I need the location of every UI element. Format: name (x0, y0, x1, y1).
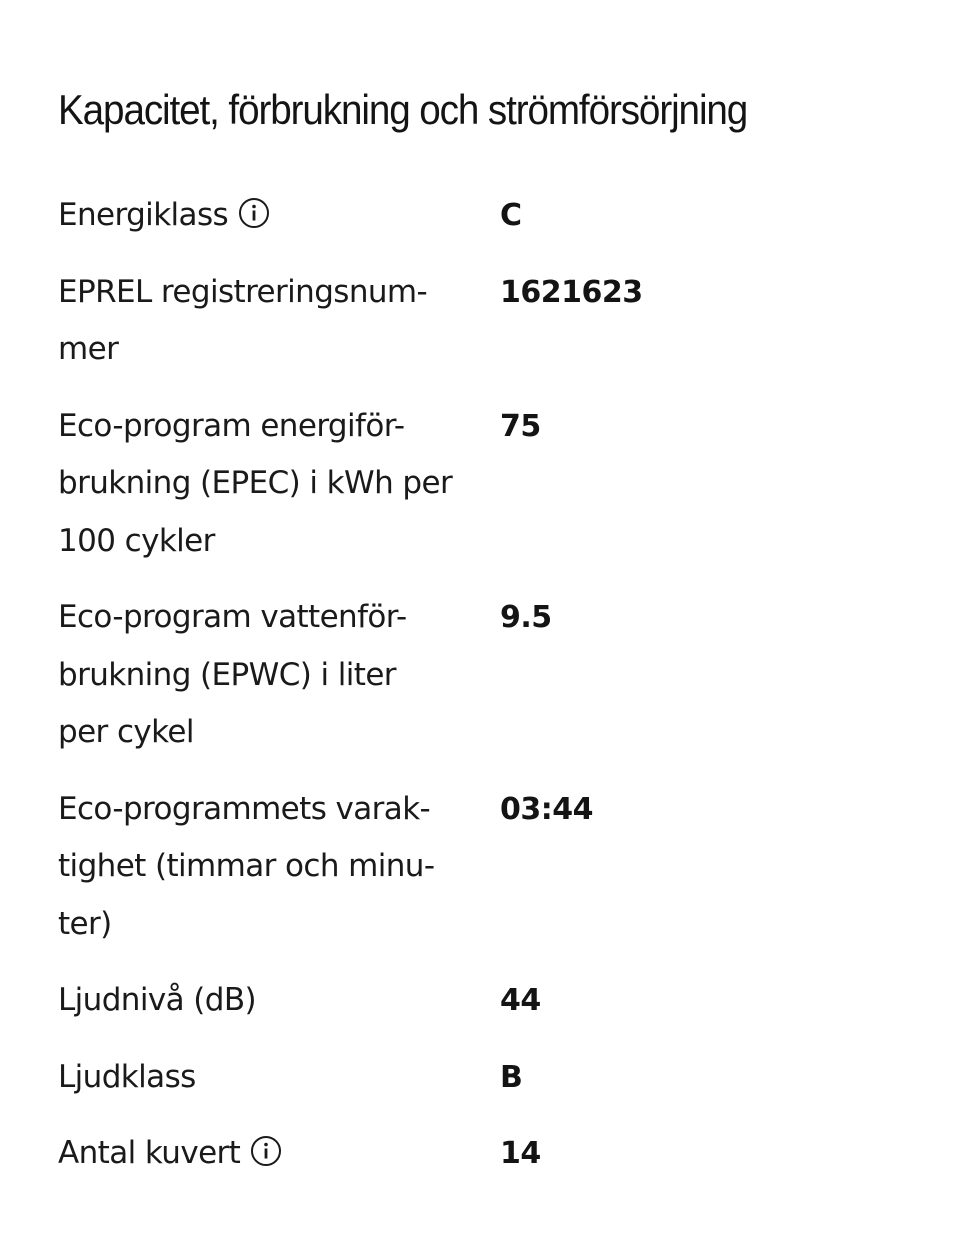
spec-label (58, 781, 468, 954)
spec-label (58, 1125, 468, 1183)
spec-row-epec (58, 398, 918, 571)
spec-value: C (500, 198, 522, 233)
spec-value: B (500, 1059, 523, 1095)
spec-label-text: Eco-program energiför- brukning (EPEC) i kWh per 100 cykler (58, 407, 453, 559)
spec-row-noise-class (58, 1049, 918, 1107)
spec-row-place-settings (58, 1125, 918, 1183)
spec-row-energiklass (58, 187, 918, 245)
spec-label (58, 264, 468, 379)
spec-value: 9.5 (500, 600, 552, 635)
spec-label (58, 187, 468, 245)
spec-label-text: Ljudklass (58, 1058, 196, 1095)
spec-label-text: EPREL registreringsnum- mer (58, 273, 428, 367)
spec-label-text: Energiklass (58, 197, 229, 233)
spec-label (58, 972, 468, 1030)
spec-label-text: Eco-programmets varak- tighet (timmar och minu- ter) (58, 790, 435, 942)
spec-row-duration (58, 781, 918, 954)
spec-label-text: Eco-program vattenför- brukning (EPWC) i liter per cykel (58, 599, 407, 750)
spec-value: 44 (500, 983, 541, 1018)
spec-label-text: Antal kuvert (58, 1135, 241, 1171)
spec-row-epwc (58, 589, 918, 762)
spec-value: 03:44 (500, 791, 593, 827)
spec-row-noise-level (58, 972, 918, 1030)
spec-label (58, 1049, 468, 1107)
spec-value: 75 (500, 408, 541, 444)
spec-list (58, 187, 918, 1202)
spec-value: 14 (500, 1136, 541, 1171)
spec-label (58, 398, 468, 571)
spec-label (58, 589, 468, 762)
spec-label-text: Ljudnivå (dB) (58, 982, 256, 1018)
info-icon[interactable] (250, 1135, 282, 1167)
spec-value: 1621623 (500, 274, 643, 310)
section-title: Kapacitet, förbrukning och strömförsörjning (58, 86, 748, 133)
info-icon[interactable] (238, 197, 270, 229)
spec-row-eprel (58, 264, 918, 379)
